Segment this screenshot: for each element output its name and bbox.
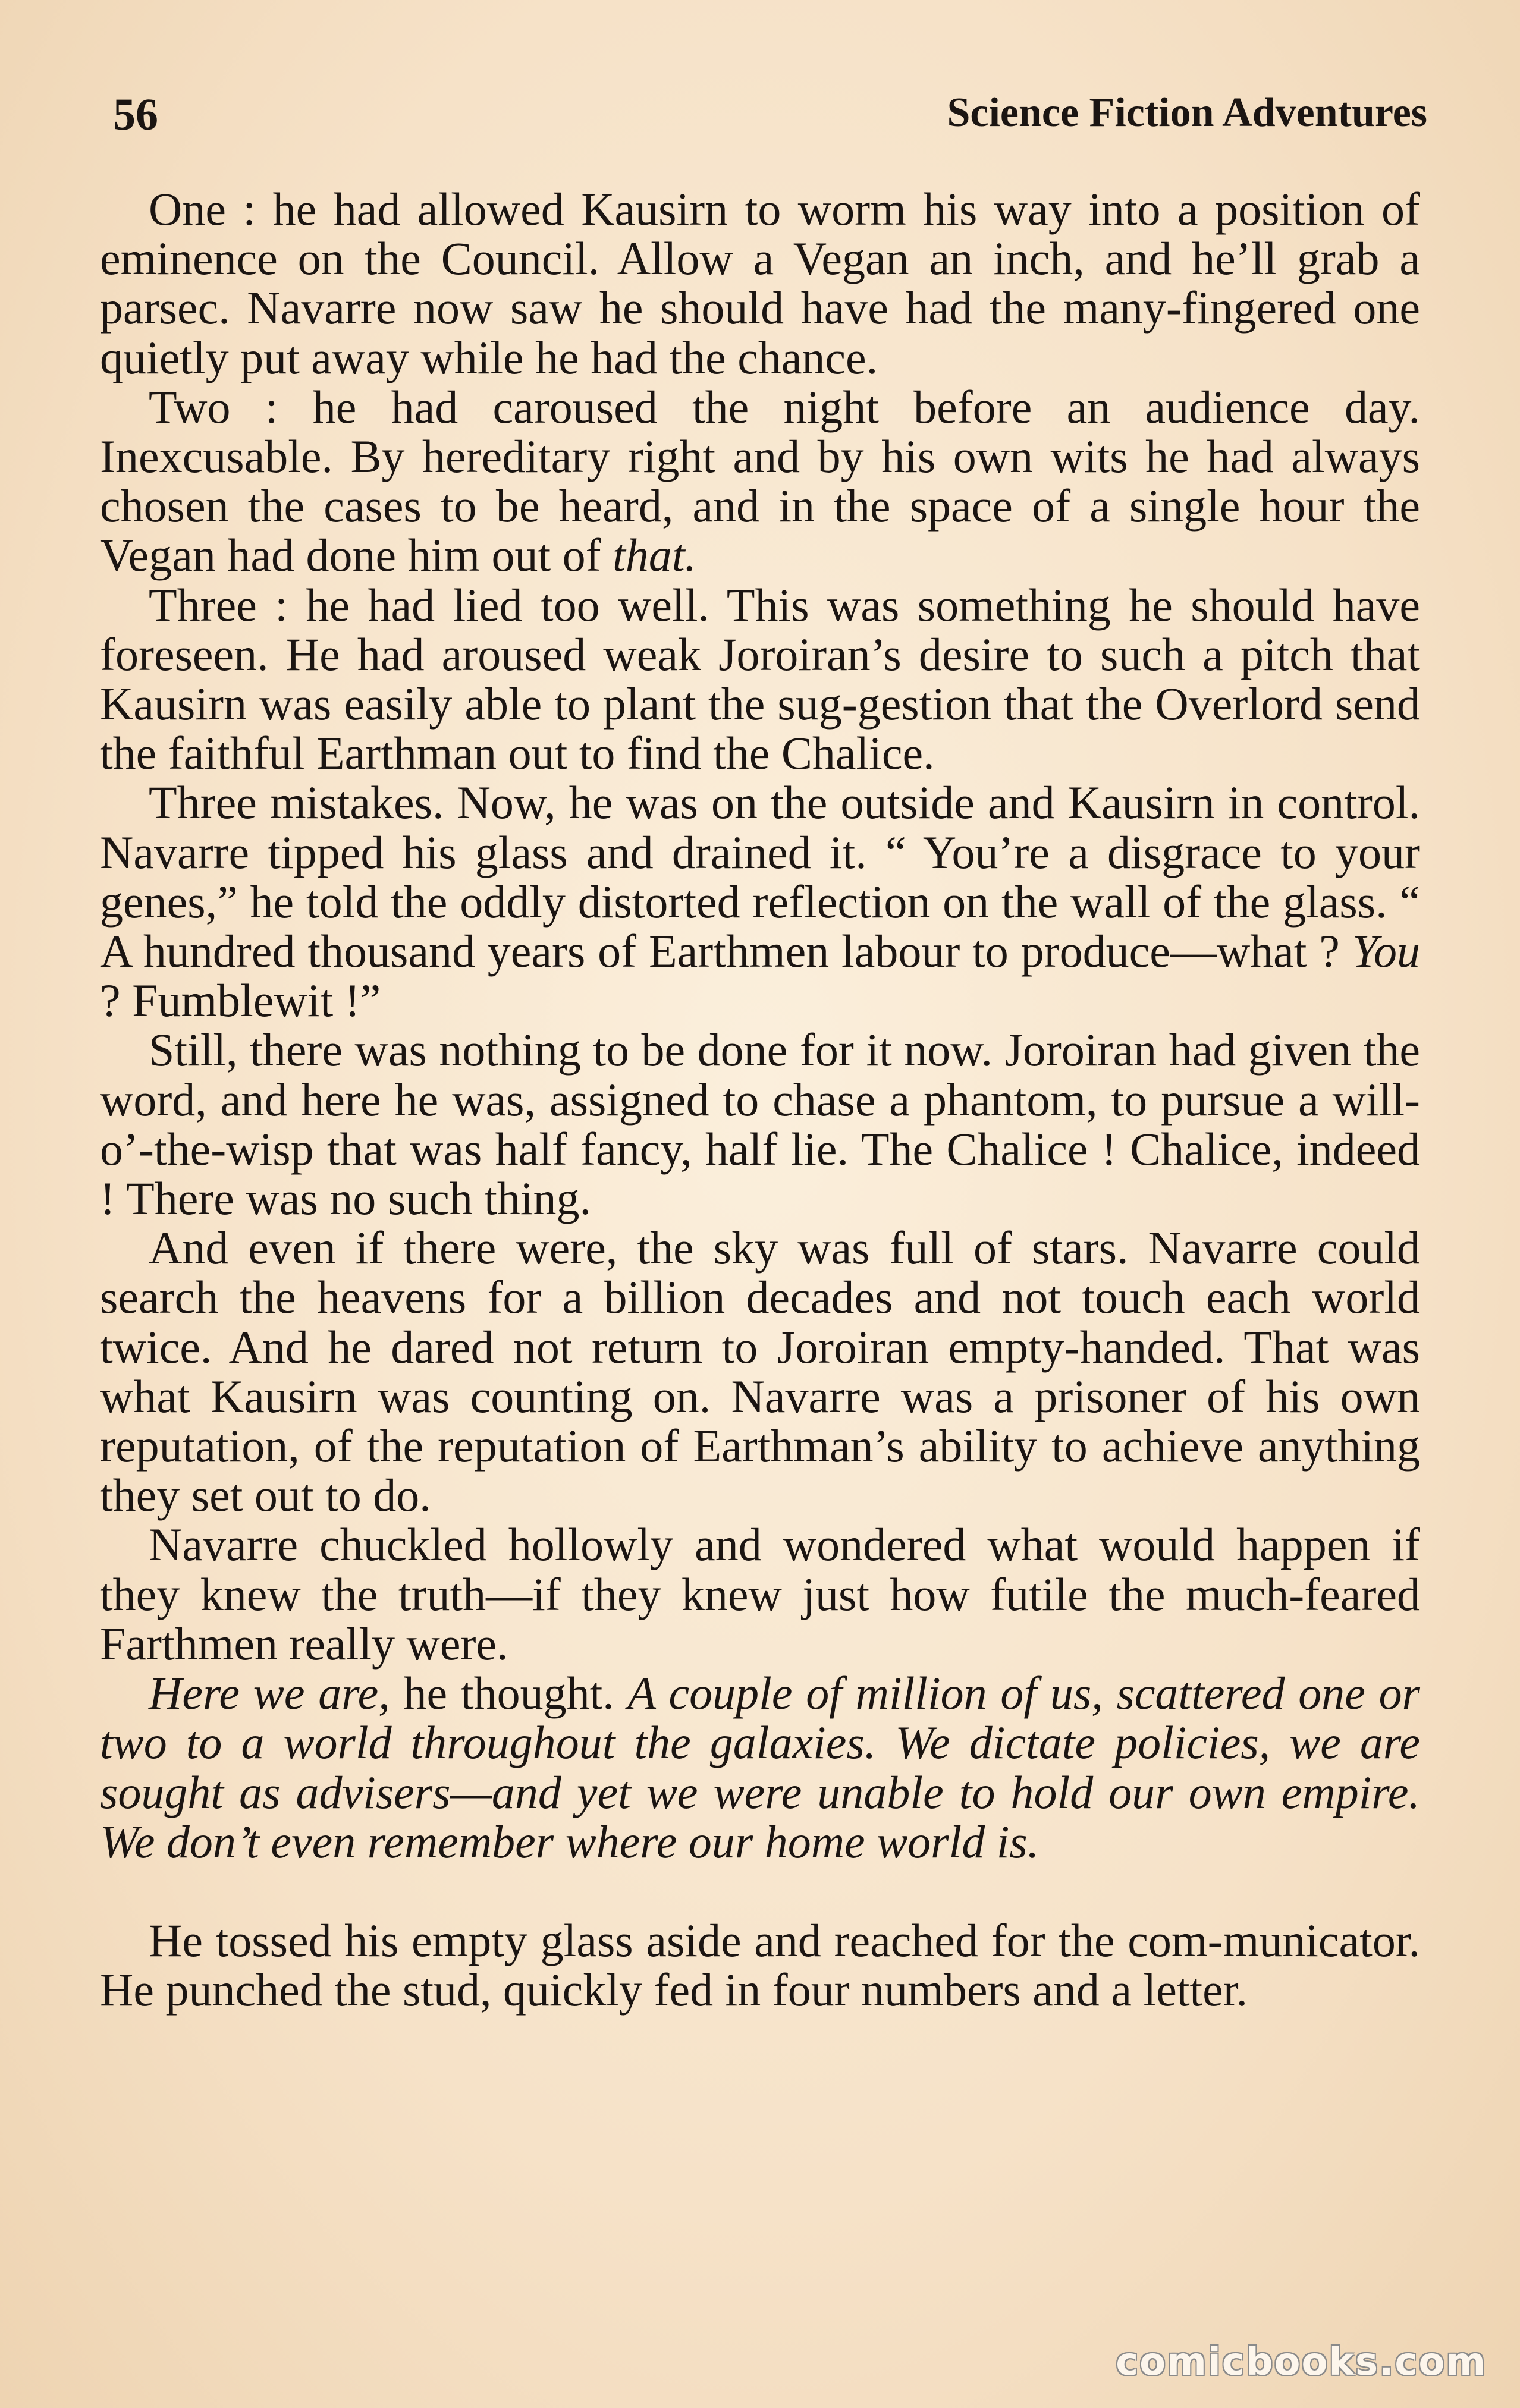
paragraph-8 [100,1668,1420,1866]
watermark-logo: comicbooks.com [1116,2340,1487,2384]
body-text [100,184,1420,2014]
paragraph-8-text: he thought. [390,1667,628,1719]
section-break [100,1866,1420,1916]
page-number: 56 [113,90,158,140]
paragraph-6: And even if there were, the sky was full of stars. Navarre could search the heavens for a billion decades and not touch each world twice. And he dared not return to Joroiran empty-handed. That was what Kausirn was counting on. Navarre was a prisoner of his own reputation, of the reputation of Earthman’s ability to achieve anything they set out to do. [100,1222,1420,1521]
paragraph-8-italic-lead: Here we are, [149,1667,390,1719]
paragraph-4-text: Three mistakes. Now, he was on the outside and Kausirn in control. Navarre tipped his glass and drained it. “ You’re a disgrace to your genes,” he told the oddly distorted reflection on the wall of the glass. “ A hundred thousand years of Earthmen labour to produce—what ? [100,777,1420,977]
paragraph-2-text: Two : he had caroused the night before an audience day. Inexcusable. By hereditary right and by his own wits he had always chosen the cases to be heard, and in the space of a single hour the Vegan had done him out of [100,381,1420,581]
paragraph-7: Navarre chuckled hollowly and wondered what would happen if they knew the truth—if they knew just how futile the much-feared Farthmen really were. [100,1519,1420,1670]
page-header [113,89,1427,155]
paragraph-9: He tossed his empty glass aside and reached for the com-municator. He punched the stud, quickly fed in four numbers and a letter. [100,1914,1420,2016]
paragraph-3: Three : he had lied too well. This was something he should have foreseen. He had aroused weak Joroiran’s desire to such a pitch that Kausirn was easily able to plant the sug-gestion that the Overlord send the faithful Earthman out to find the Chalice. [100,579,1420,779]
paragraph-4 [100,778,1420,1025]
running-title: Science Fiction Adventures [947,90,1427,136]
paragraph-5: Still, there was nothing to be done for it now. Joroiran had given the word, and here he was, assigned to chase a phantom, to pursue a will-o’-the-wisp that was half fancy, half lie. The Chalice ! Chalice, indeed ! There was no such thing. [100,1024,1420,1225]
paragraph-8-italic-thought: A couple of million of us, scattered one or two to a world throughout the galaxies. We dictate policies, we are sought as advisers—and yet we were unable to hold our own empire. We don’t even remember where our home world is. [100,1667,1420,1868]
paragraph-1: One : he had allowed Kausirn to worm his way into a position of eminence on the Council. Allow a Vegan an inch, and he’ll grab a parsec. Navarre now saw he should have had the many-fingered one quietly put away while he had the chance. [100,183,1420,383]
paragraph-4-end: ? Fumblewit !” [100,974,381,1027]
paragraph-4-italic: You [1352,925,1420,977]
paragraph-2-italic: that. [613,529,696,581]
paragraph-2 [100,382,1420,580]
